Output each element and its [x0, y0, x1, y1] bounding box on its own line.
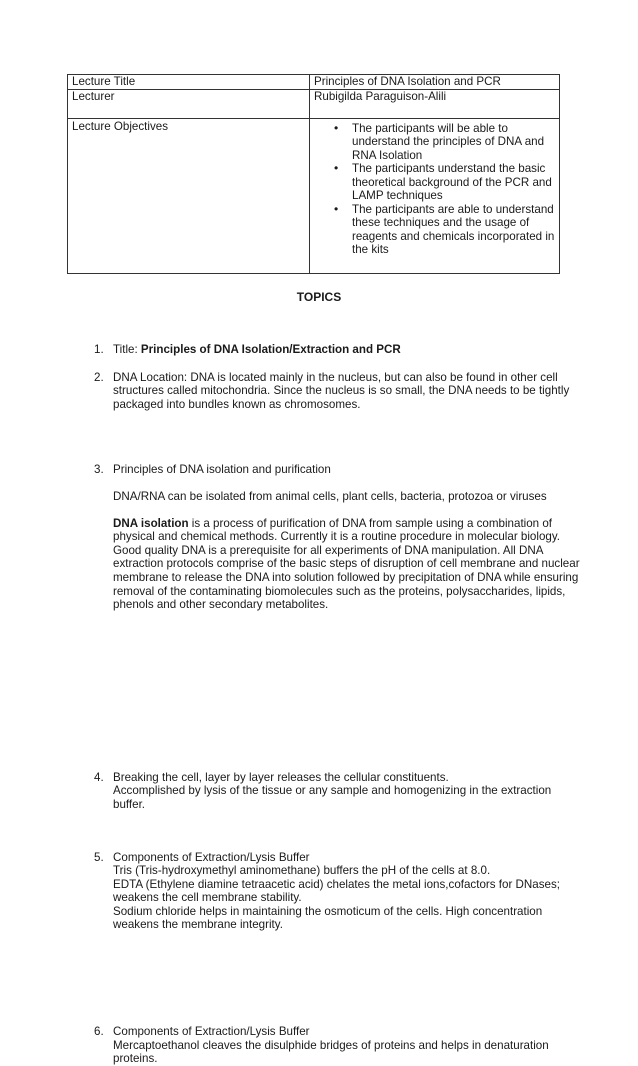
objective-item: • The participants will be able to understand the principles of DNA and RNA Isolation — [314, 122, 555, 163]
item-number: 2. — [94, 370, 104, 384]
item-prefix: Title: — [113, 343, 141, 356]
item-number: 5. — [94, 850, 104, 864]
table-row — [68, 75, 560, 90]
list-item-4 — [94, 771, 581, 812]
item-paragraph: DNA/RNA can be isolated from animal cells, plant cells, bacteria, protozoa or viruses — [113, 489, 547, 503]
lecturer-value: Rubigilda Paraguison-Alili — [310, 89, 560, 118]
dna-isolation-term: DNA isolation — [113, 516, 189, 530]
list-item-3 — [94, 463, 581, 611]
dna-isolation-description: is a process of purification of DNA from sample using a combination of physical and chemical methods. Currently it is a routine procedure in molecular biology. Good quality DNA is a prerequisite for all experiments of DNA manipulation. All DNA extraction protocols comprise of the basic steps of disruption of cell membrane and nuclear membrane to release the DNA into solution followed by precipitation of DNA while ensuring removal of the contaminating biomolecules such as the proteins, polysaccharides, lipids, phenols and other secondary metabolites. — [113, 516, 580, 612]
item-number: 3. — [94, 463, 104, 477]
lecture-title-label: Lecture Title — [68, 75, 310, 90]
objective-item: • The participants are able to understand these techniques and the usage of reagents and chemicals incorporated in the kits — [314, 203, 555, 257]
item-line: EDTA (Ethylene diamine tetraacetic acid) chelates the metal ions,cofactors for DNases; weakens the cell membrane stability. — [113, 877, 560, 905]
list-item-2 — [94, 371, 581, 412]
objectives-cell — [310, 118, 560, 273]
list-item-5 — [94, 851, 581, 933]
item-number: 6. — [94, 1025, 104, 1039]
topics-heading: TOPICS — [296, 290, 342, 304]
item-title: Components of Extraction/Lysis Buffer — [113, 1025, 310, 1039]
objectives-label: Lecture Objectives — [68, 118, 310, 273]
item-title: Breaking the cell, layer by layer releases the cellular constituents. — [113, 770, 449, 784]
item-paragraph — [113, 517, 581, 612]
item-title: Principles of DNA isolation and purification — [113, 463, 331, 477]
item-number: 4. — [94, 770, 104, 784]
item-text: DNA Location: DNA is located mainly in the nucleus, but can also be found in other cell structures called mitochondria. Since the nucleus is so small, the DNA needs to be tightly packaged into bundles known as chromosomes. — [113, 370, 570, 411]
item-number: 1. — [94, 343, 104, 356]
item-line: Sodium chloride helps in maintaining the osmoticum of the cells. High concentration weakens the membrane integrity. — [113, 904, 543, 932]
list-item-6 — [94, 1025, 581, 1066]
objective-item: • The participants understand the basic theoretical background of the PCR and LAMP techniques — [314, 162, 555, 203]
item-title-bold: Principles of DNA Isolation/Extraction and PCR — [140, 343, 401, 356]
table-row — [68, 118, 560, 273]
item-title: Components of Extraction/Lysis Buffer — [113, 850, 310, 864]
lecture-title-value: Principles of DNA Isolation and PCR — [310, 75, 560, 90]
lecturer-label: Lecturer — [68, 89, 310, 118]
item-line: Tris (Tris-hydroxymethyl aminomethane) buffers the pH of the cells at 8.0. — [113, 864, 491, 878]
objectives-list — [314, 122, 555, 257]
item-line: Mercaptoethanol cleaves the disulphide bridges of proteins and helps in denaturation proteins. — [113, 1038, 549, 1066]
item-text: Accomplished by lysis of the tissue or any sample and homogenizing in the extraction buffer. — [113, 784, 552, 811]
table-row — [68, 89, 560, 118]
lecture-info-table — [67, 74, 560, 274]
list-item-1 — [94, 343, 581, 357]
